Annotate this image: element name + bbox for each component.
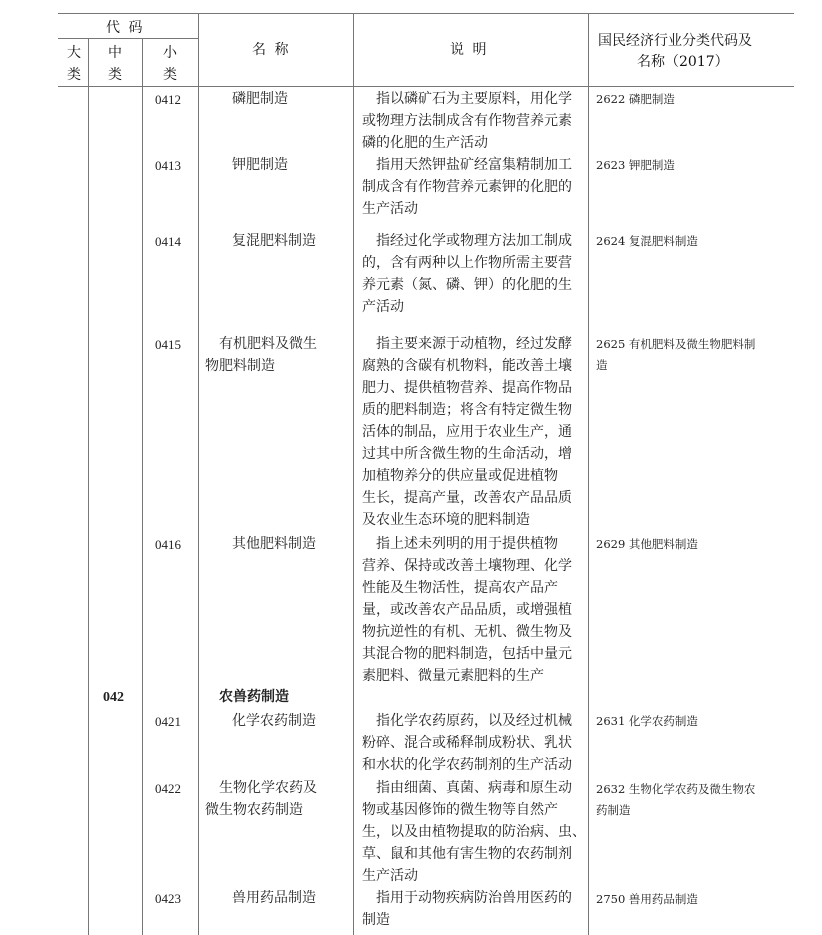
header-name: 名 称 [252, 42, 291, 58]
row-desc-line: 指由细菌、真菌、病毒和原生动 [376, 780, 572, 796]
header-description: 说 明 [450, 42, 489, 58]
row-desc-line: 指上述未列明的用于提供植物 [376, 536, 558, 552]
row-desc-line: 指主要来源于动植物，经过发酵 [376, 336, 572, 352]
row-name: 磷肥制造 [232, 91, 288, 107]
row-ref: 2632 生物化学农药及微生物农 [596, 782, 756, 796]
group-name: 农兽药制造 [219, 689, 289, 705]
header-bottom-border [58, 86, 794, 87]
row-desc-line: 物或基因修饰的微生物等自然产 [362, 802, 558, 818]
header-minor-line-1: 小 [163, 45, 179, 61]
row-desc-line: 及农业生态环境的肥料制造 [362, 512, 530, 528]
row-name: 兽用药品制造 [232, 890, 316, 906]
row-code: 0421 [155, 714, 181, 729]
row-desc-line: 和水状的化学农药制剂的生产活动 [362, 757, 572, 773]
group-code: 042 [103, 690, 124, 705]
row-desc-line: 养元素（氮、磷、钾）的化肥的生 [362, 277, 572, 293]
row-name: 有机肥料及微生 [219, 336, 317, 352]
row-ref: 2631 化学农药制造 [596, 714, 698, 728]
row-desc-line: 指化学农药原药，以及经过机械 [376, 713, 572, 729]
row-desc-line: 指以磷矿石为主要原料，用化学 [376, 91, 572, 107]
row-name: 其他肥料制造 [232, 536, 316, 552]
row-ref: 药制造 [596, 803, 631, 817]
row-code: 0414 [155, 234, 181, 249]
row-ref: 2625 有机肥料及微生物肥料制 [596, 337, 756, 351]
row-desc-line: 生产活动 [362, 201, 418, 217]
row-code: 0413 [155, 158, 181, 173]
header-minor-line-2: 类 [163, 67, 179, 83]
row-ref: 2629 其他肥料制造 [596, 537, 698, 551]
col-divider-minor-name [198, 13, 199, 935]
row-desc-line: 量，或改善农产品品质，或增强植 [362, 602, 572, 618]
code-group-divider [58, 38, 198, 39]
row-ref: 2623 钾肥制造 [596, 158, 675, 172]
header-major-line-1: 大 [67, 45, 83, 61]
col-divider-major-medium [88, 38, 89, 935]
row-name: 生物化学农药及 [219, 780, 317, 796]
row-name: 微生物农药制造 [205, 802, 303, 818]
row-desc-line: 粉碎、混合或稀释制成粉状、乳状 [362, 735, 572, 751]
col-divider-name-desc [353, 13, 354, 935]
header-national-line-1: 国民经济行业分类代码及 [598, 33, 752, 49]
row-desc-line: 的，含有两种以上作物所需主要营 [362, 255, 572, 271]
row-desc-line: 制成含有作物营养元素钾的化肥的 [362, 179, 572, 195]
row-desc-line: 磷的化肥的生产活动 [362, 135, 488, 151]
row-desc-line: 加植物养分的供应量或促进植物 [362, 468, 558, 484]
row-code: 0415 [155, 337, 181, 352]
row-desc-line: 性能及生物活性，提高农产品产 [362, 580, 558, 596]
row-desc-line: 其混合物的肥料制造，包括中量元 [362, 646, 572, 662]
row-desc-line: 或物理方法制成含有作物营养元素 [362, 113, 572, 129]
row-desc-line: 生，以及由植物提取的防治病、虫、 [362, 824, 586, 840]
row-desc-line: 活体的制品，应用于农业生产，通 [362, 424, 572, 440]
col-divider-desc-ref [588, 13, 589, 935]
row-ref: 2624 复混肥料制造 [596, 234, 698, 248]
row-desc-line: 生长，提高产量，改善农产品品质 [362, 490, 572, 506]
row-code: 0423 [155, 891, 181, 906]
row-desc-line: 指用天然钾盐矿经富集精制加工 [376, 157, 572, 173]
row-desc-line: 生产活动 [362, 868, 418, 884]
row-ref: 造 [596, 358, 608, 372]
row-desc-line: 物抗逆性的有机、无机、微生物及 [362, 624, 572, 640]
row-name: 化学农药制造 [232, 713, 316, 729]
header-major-line-2: 类 [67, 67, 83, 83]
row-desc-line: 营养、保持或改善土壤物理、化学 [362, 558, 572, 574]
row-desc-line: 制造 [362, 912, 390, 928]
row-code: 0422 [155, 781, 181, 796]
row-desc-line: 质的肥料制造；将含有特定微生物 [362, 402, 572, 418]
row-desc-line: 过其中所含微生物的生命活动，增 [362, 446, 572, 462]
row-name: 物肥料制造 [205, 358, 275, 374]
row-ref: 2622 磷肥制造 [596, 92, 675, 106]
row-desc-line: 素肥料、微量元素肥料的生产 [362, 668, 544, 684]
row-code: 0416 [155, 537, 181, 552]
row-desc-line: 肥力、提供植物营养、提高作物品 [362, 380, 572, 396]
row-desc-line: 产活动 [362, 299, 404, 315]
row-code: 0412 [155, 92, 181, 107]
row-name: 钾肥制造 [232, 157, 288, 173]
header-code-group: 代 码 [106, 20, 145, 36]
row-desc-line: 指用于动物疾病防治兽用医药的 [376, 890, 572, 906]
header-medium-line-2: 类 [108, 67, 124, 83]
row-desc-line: 草、鼠和其他有害生物的农药制剂 [362, 846, 572, 862]
row-ref: 2750 兽用药品制造 [596, 892, 698, 906]
col-divider-medium-minor [142, 38, 143, 935]
row-name: 复混肥料制造 [232, 233, 316, 249]
row-desc-line: 指经过化学或物理方法加工制成 [376, 233, 572, 249]
row-desc-line: 腐熟的含碳有机物料，能改善土壤 [362, 358, 572, 374]
header-national-line-2: 名称（2017） [637, 54, 729, 70]
table-top-border [58, 13, 794, 14]
header-medium-line-1: 中 [108, 45, 124, 61]
